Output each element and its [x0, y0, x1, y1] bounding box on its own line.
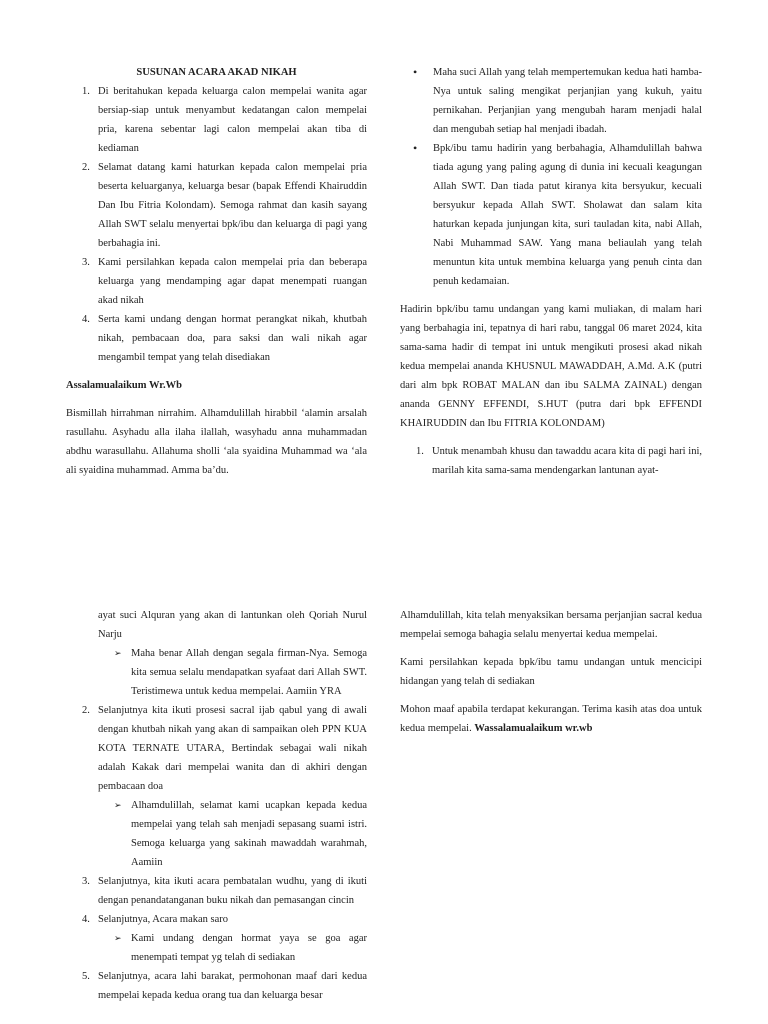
arrow-text: Maha benar Allah dengan segala firman-Nya. Semoga kita semua selalu mendapatkan syafaat dari Allah SWT. Teristimewa untuk kedua mempelai. Aamiin YRA [131, 648, 367, 697]
bullet-item [400, 63, 702, 139]
arrowhead-bullet-icon: ➢ [114, 800, 122, 810]
item-number: 3. [82, 257, 90, 268]
item-text: Di beritahukan kepada keluarga calon mempelai wanita agar bersiap-siap untuk menyambut kedatangan calon mempelai pria, karena sebentar lagi calon mempelai akan tiba di kediaman [98, 86, 367, 154]
page2-right-column [400, 606, 702, 738]
opening-paragraph: Bismillah hirrahman nirrahim. Alhamdulillah hirabbil ‘alamin arsalah rasullahu. Asyhadu alla ilaha ilallah, wasyhadu anna muhammadan abdhu warasullahu. Allahuma sholli ‘ala syaidina Muhammad wa ‘ala ali syaidina muhammad. Amma ba’du. [66, 408, 367, 476]
prep-item [66, 253, 367, 310]
continuation-text: ayat suci Alquran yang akan di lantunkan oleh Qoriah Nurul Narju [98, 610, 367, 640]
arrow-text: Kami undang dengan hormat yaya se goa agar menempati tempat yg telah di sediakan [131, 933, 367, 963]
item-number: 4. [82, 314, 90, 325]
program-item [66, 701, 367, 796]
item-text: Selanjutnya, Acara makan saro [98, 914, 229, 925]
item-text: Selanjutnya, acara lahi barakat, permohonan maaf dari kedua mempelai kepada kedua orang tua dan keluarga besar [98, 971, 367, 1001]
bullet-item [400, 139, 702, 291]
item-number: 3. [82, 876, 90, 887]
bullet-dot-icon: • [413, 141, 418, 155]
greeting-heading: Assalamualaikum Wr.Wb [66, 380, 182, 391]
program-item [66, 967, 367, 1005]
program-item [66, 910, 367, 929]
closing-text: Mohon maaf apabila terdapat kekurangan. Terima kasih atas doa untuk kedua mempelai. [400, 704, 702, 734]
announcement-paragraph: Hadirin bpk/ibu tamu undangan yang kami muliakan, di malam hari yang berbahagia ini, tepatnya di hari rabu, tanggal 06 maret 2024, kita sama-sama hadir di tempat ini untuk mengikuti prosesi akad nikah kedua mempelai ananda KHUSNUL MAWADDAH, A.Md. A.K (putri dari alm bpk ROBAT MALAN dan ibu SALMA ZAINAL) dengan ananda GENNY EFFENDI, S.HUT (putra dari bpk EFFENDI KHAIRUDDIN dan Ibu FITRIA KOLONDAM) [400, 304, 702, 429]
item-number: 5. [82, 971, 90, 982]
item-number: 1. [416, 446, 424, 457]
arrowhead-bullet-icon: ➢ [114, 933, 122, 943]
bullet-text: Maha suci Allah yang telah mempertemukan kedua hati hamba-Nya untuk saling mengikat perjanjian yang kukuh, yaitu pernikahan. Perjanjian yang mengubah haram menjadi halal dan mengubah setiap hal menjadi ibadah. [433, 67, 702, 135]
item-number: 4. [82, 914, 90, 925]
prep-item [66, 310, 367, 367]
arrow-item [66, 929, 367, 967]
bullet-dot-icon: • [413, 65, 418, 79]
item-number: 2. [82, 705, 90, 716]
item-text: Selanjutnya, kita ikuti acara pembatalan wudhu, yang di ikuti dengan penandatanganan buku nikah dan pemasangan cincin [98, 876, 367, 906]
closing-paragraph: Kami persilahkan kepada bpk/ibu tamu undangan untuk mencicipi hidangan yang telah di sediakan [400, 657, 702, 687]
farewell-greeting: Wassalamualaikum wr.wb [474, 723, 593, 734]
item-text: Kami persilahkan kepada calon mempelai pria dan beberapa keluarga yang mendamping agar dapat menempati ruangan akad nikah [98, 257, 367, 306]
closing-paragraph [400, 700, 702, 738]
arrow-text: Alhamdulillah, selamat kami ucapkan kepada kedua mempelai yang telah sah menjadi sepasang suami istri. Semoga keluarga yang sakinah mawaddah warahmah, Aamiin [131, 800, 367, 868]
item-text: Untuk menambah khusu dan tawaddu acara kita di pagi hari ini, marilah kita sama-sama mendengarkan lantunan ayat- [432, 446, 702, 476]
item-text: Serta kami undang dengan hormat perangkat nikah, khutbah nikah, pembacaan doa, para saksi dan wali nikah agar mengambil tempat yang telah disediakan [98, 314, 367, 363]
bullet-text: Bpk/ibu tamu hadirin yang berbahagia, Alhamdulillah bahwa tiada agung yang paling agung di dunia ini kecuali keagungan Allah SWT. Dan tiada patut kiranya kita bersyukur, kecuali bersyukur kepada Allah SWT. Sholawat dan salam kita haturkan kepada junjungan kita, suri tauladan kita, nabi Allah, Nabi Muhammad SAW. Yang mana beliaulah yang telah menuntun kita untuk membina keluarga yang penuh cinta dan penuh kedamaian. [433, 143, 702, 287]
page1-left-column [66, 63, 367, 480]
item-text: Selanjutnya kita ikuti prosesi sacral ijab qabul yang di awali dengan khutbah nikah yang akan di sampaikan oleh PPN KUA KOTA TERNATE UTARA, Bertindak sebagai wali nikah adalah Kakak dari mempelai wanita dan di akhiri dengan pembacaan doa [98, 705, 367, 792]
arrow-item [66, 796, 367, 872]
page1-right-column [400, 63, 702, 480]
page2-left-column [66, 606, 367, 1005]
program-item [66, 872, 367, 910]
prep-item [66, 82, 367, 158]
arrow-item [66, 644, 367, 701]
arrowhead-bullet-icon: ➢ [114, 648, 122, 658]
closing-paragraph: Alhamdulillah, kita telah menyaksikan bersama perjanjian sacral kedua mempelai semoga bahagia selalu menyertai kedua mempelai. [400, 610, 702, 640]
item-number: 1. [82, 86, 90, 97]
item-number: 2. [82, 162, 90, 173]
program-item [400, 442, 702, 480]
item-text: Selamat datang kami haturkan kepada calon mempelai pria beserta keluarganya, keluarga besar (bapak Effendi Khairuddin Dan Ibu Fitria Kolondam). Semoga rahmat dan kasih sayang Allah SWT selalu menyertai bpk/ibu dan keluarga di pagi yang berbahagia ini. [98, 162, 367, 249]
prep-item [66, 158, 367, 253]
document-title: SUSUNAN ACARA AKAD NIKAH [136, 67, 297, 78]
